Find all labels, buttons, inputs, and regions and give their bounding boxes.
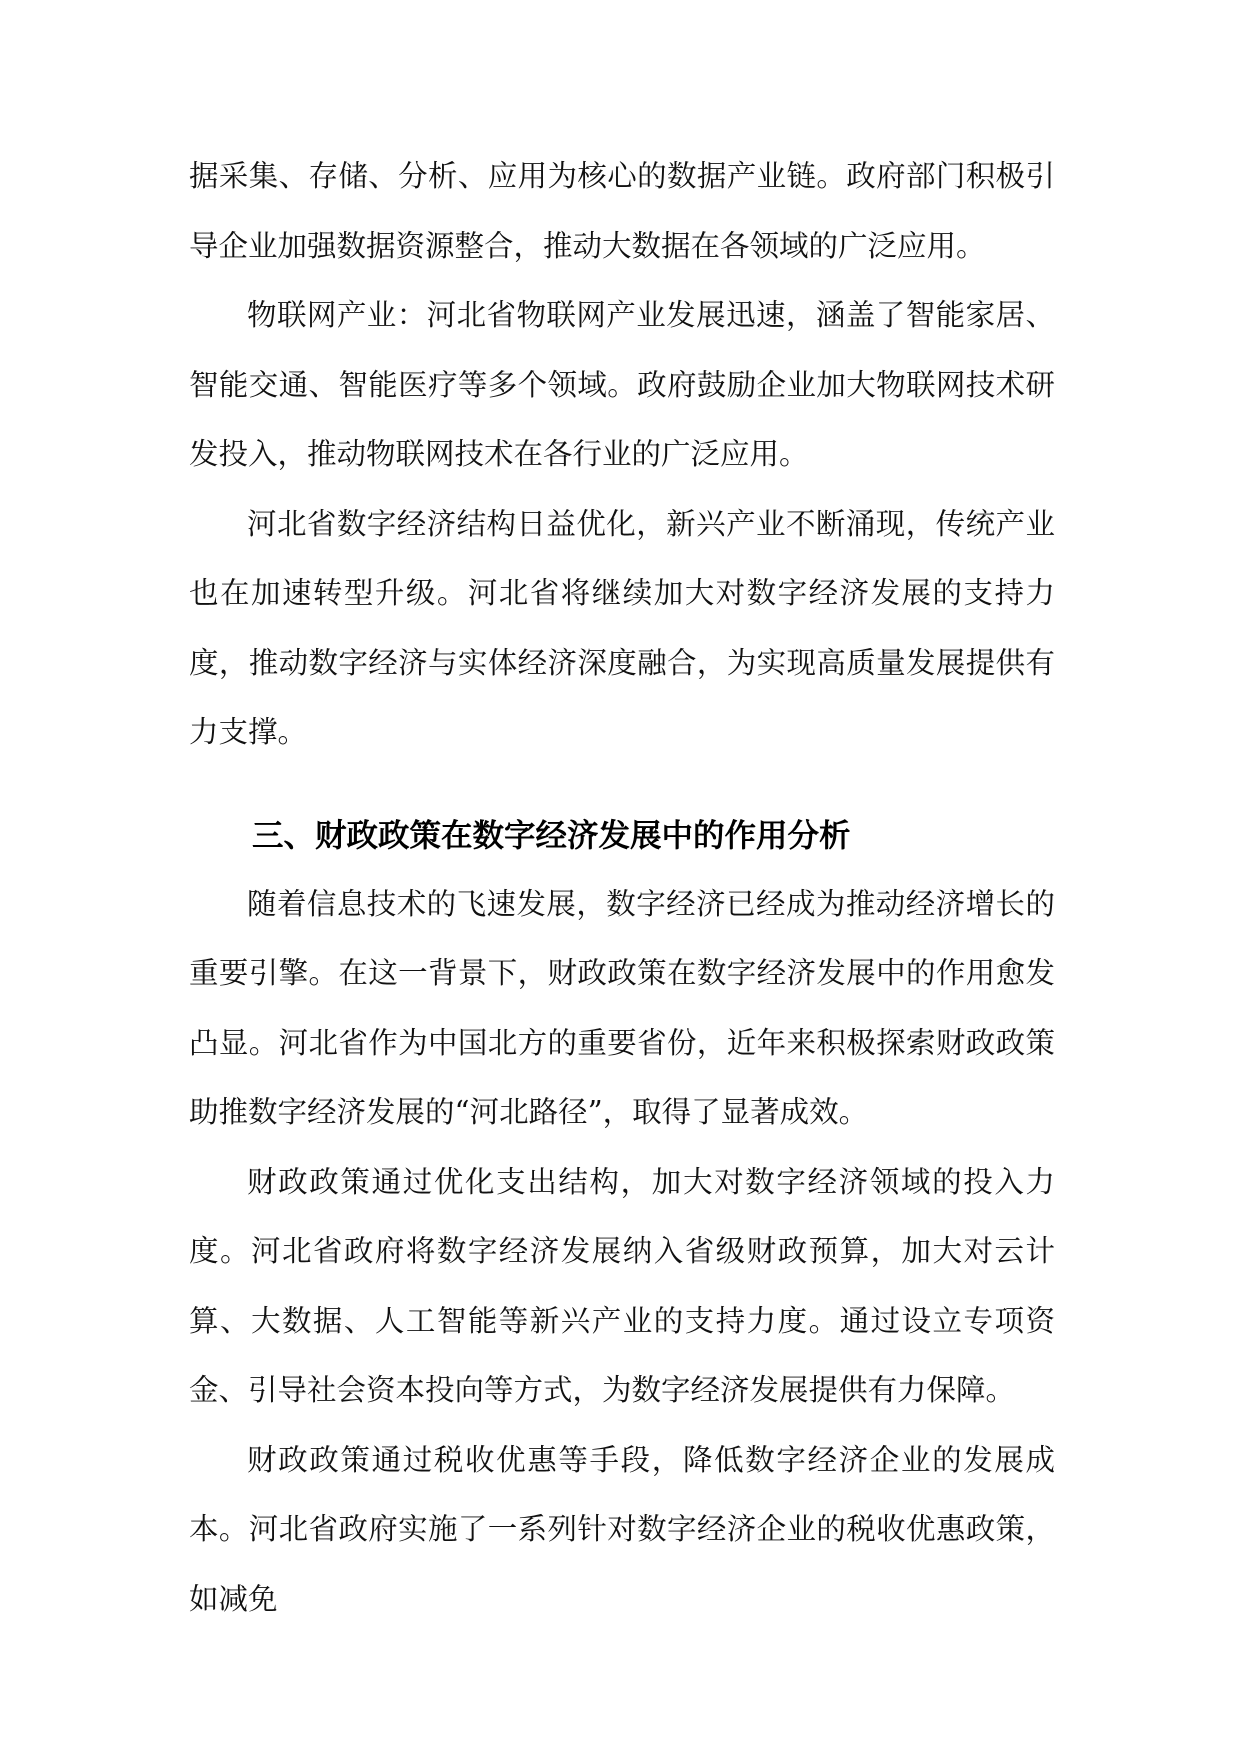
section-heading: 三、财政政策在数字经济发展中的作用分析	[252, 817, 851, 854]
body-paragraph: 随着信息技术的飞速发展，数字经济已经成为推动经济增长的重要引擎。在这一背景下，财政政策在数字经济发展中的作用愈发凸显。河北省作为中国北方的重要省份，近年来积极探索财政政策助推数字经济发展的“河北路径”，取得了显著成效。	[189, 886, 1055, 1129]
body-paragraph: 财政政策通过税收优惠等手段，降低数字经济企业的发展成本。河北省政府实施了一系列针对数字经济企业的税收优惠政策，如减免	[189, 1442, 1055, 1616]
body-paragraph: 物联网产业：河北省物联网产业发展迅速，涵盖了智能家居、智能交通、智能医疗等多个领域。政府鼓励企业加大物联网技术研发投入，推动物联网技术在各行业的广泛应用。	[189, 298, 1055, 471]
document-body	[189, 142, 1055, 1634]
body-paragraph: 据采集、存储、分析、应用为核心的数据产业链。政府部门积极引导企业加强数据资源整合，推动大数据在各领域的广泛应用。	[189, 159, 1055, 263]
body-paragraph: 财政政策通过优化支出结构，加大对数字经济领域的投入力度。河北省政府将数字经济发展纳入省级财政预算，加大对云计算、大数据、人工智能等新兴产业的支持力度。通过设立专项资金、引导社会资本投向等方式，为数字经济发展提供有力保障。	[189, 1164, 1055, 1407]
body-paragraph: 河北省数字经济结构日益优化，新兴产业不断涌现，传统产业也在加速转型升级。河北省将继续加大对数字经济发展的支持力度，推动数字经济与实体经济深度融合，为实现高质量发展提供有力支撑。	[189, 506, 1055, 749]
